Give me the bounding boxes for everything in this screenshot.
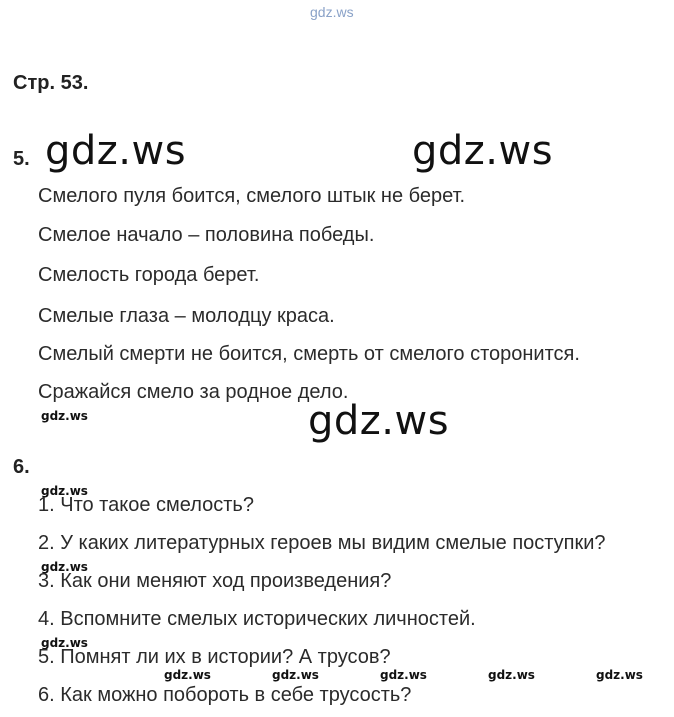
proverb-line: Сражайся смело за родное дело.	[38, 381, 349, 403]
proverb-line: Смелость города берет.	[38, 264, 260, 286]
watermark-top: gdz.ws	[310, 4, 354, 20]
watermark-small: gdz.ws	[272, 668, 319, 682]
question-line: 1. Что такое смелость?	[38, 494, 254, 516]
proverb-line: Смелого пуля боится, смелого штык не берет.	[38, 185, 466, 207]
proverb-line: Смелый смерти не боится, смерть от смелого сторонится.	[38, 343, 580, 365]
task-6-number: 6.	[13, 456, 30, 478]
watermark-large: gdz.ws	[308, 398, 450, 444]
watermark-small: gdz.ws	[41, 636, 88, 650]
proverb-line: Смелое начало – половина победы.	[38, 224, 375, 246]
watermark-large: gdz.ws	[412, 128, 554, 174]
proverb-line: Смелые глаза – молодцу краса.	[38, 305, 335, 327]
watermark-small: gdz.ws	[380, 668, 427, 682]
watermark-large: gdz.ws	[45, 128, 187, 174]
question-line: 3. Как они меняют ход произведения?	[38, 570, 392, 592]
page-reference: Стр. 53.	[13, 72, 89, 94]
task-5-number: 5.	[13, 148, 30, 170]
watermark-small: gdz.ws	[488, 668, 535, 682]
question-line: 2. У каких литературных героев мы видим смелые поступки?	[38, 532, 606, 554]
watermark-small: gdz.ws	[596, 668, 643, 682]
watermark-small: gdz.ws	[164, 668, 211, 682]
watermark-small: gdz.ws	[41, 560, 88, 574]
question-line: 5. Помнят ли их в истории? А трусов?	[38, 646, 391, 668]
question-line: 6. Как можно побороть в себе трусость?	[38, 684, 412, 706]
watermark-small: gdz.ws	[41, 484, 88, 498]
question-line: 4. Вспомните смелых исторических личностей.	[38, 608, 476, 630]
watermark-small: gdz.ws	[41, 409, 88, 423]
